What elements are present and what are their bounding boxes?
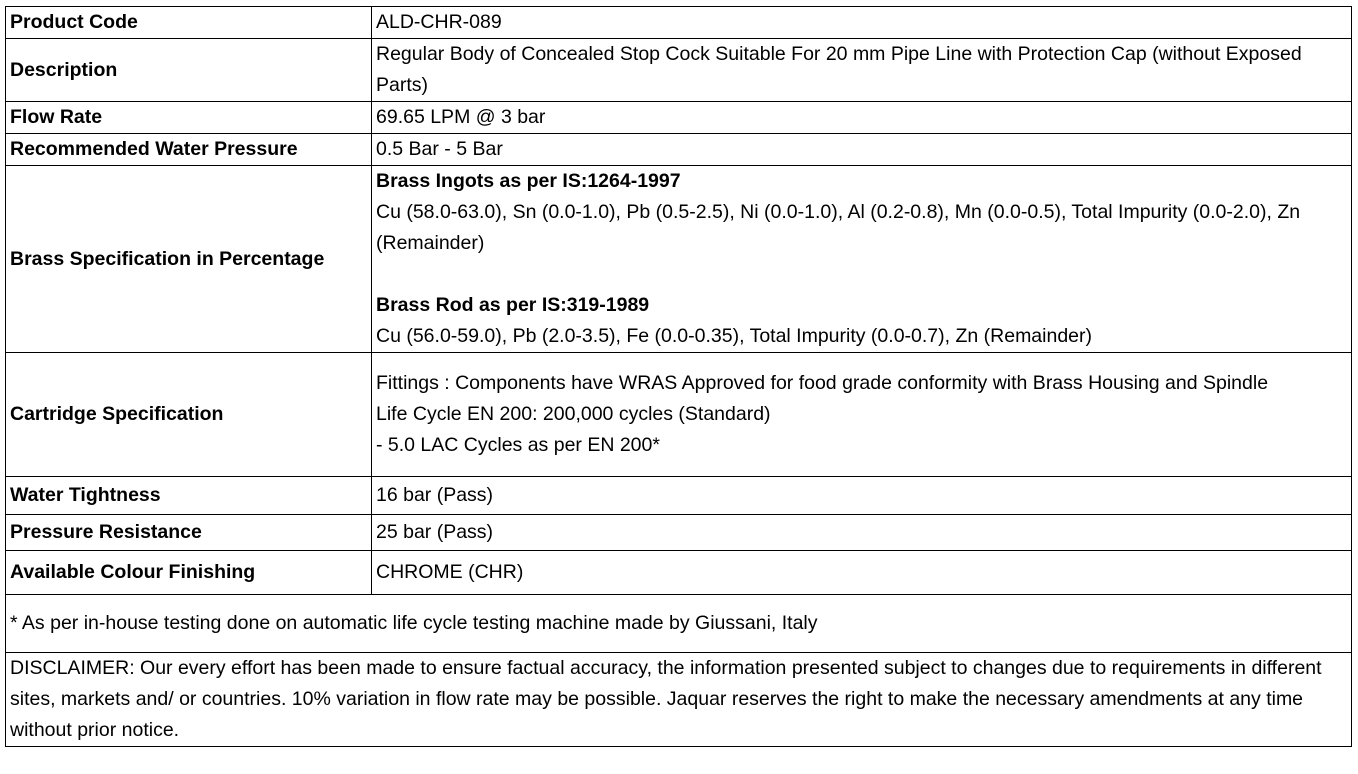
row-water-pressure bbox=[6, 134, 1352, 166]
label-cartridge-spec: Cartridge Specification bbox=[6, 353, 372, 477]
cartridge-life-cycle: Life Cycle EN 200: 200,000 cycles (Standard) bbox=[376, 403, 771, 425]
value-pressure-resistance: 25 bar (Pass) bbox=[372, 515, 1352, 551]
brass-rod-composition: Cu (56.0-59.0), Pb (2.0-3.5), Fe (0.0-0.35), Total Impurity (0.0-0.7), Zn (Remainder) bbox=[376, 325, 1093, 347]
brass-rod-heading: Brass Rod as per IS:319-1989 bbox=[376, 294, 650, 316]
row-description bbox=[6, 39, 1352, 102]
value-brass-spec bbox=[372, 166, 1352, 353]
label-brass-spec: Brass Specification in Percentage bbox=[6, 166, 372, 353]
spacer bbox=[376, 259, 1347, 290]
row-disclaimer bbox=[6, 653, 1352, 747]
value-water-tightness: 16 bar (Pass) bbox=[372, 477, 1352, 515]
row-water-tightness bbox=[6, 477, 1352, 515]
cartridge-fittings: Fittings : Components have WRAS Approved for food grade conformity with Brass Housing and Spindle bbox=[376, 372, 1269, 394]
footnote: * As per in-house testing done on automatic life cycle testing machine made by Giussani, Italy bbox=[6, 595, 1352, 653]
brass-ingots-composition: Cu (58.0-63.0), Sn (0.0-1.0), Pb (0.5-2.5), Ni (0.0-1.0), Al (0.2-0.8), Mn (0.0-0.5), Total Impurity (0.0-2.0), Zn (Remainder) bbox=[376, 201, 1301, 254]
row-brass-spec bbox=[6, 166, 1352, 353]
label-water-tightness: Water Tightness bbox=[6, 477, 372, 515]
value-colour-finishing: CHROME (CHR) bbox=[372, 551, 1352, 595]
row-cartridge-spec bbox=[6, 353, 1352, 477]
value-cartridge-spec bbox=[372, 353, 1352, 477]
label-water-pressure: Recommended Water Pressure bbox=[6, 134, 372, 166]
value-product-code: ALD-CHR-089 bbox=[372, 7, 1352, 39]
product-spec-sheet bbox=[5, 6, 1352, 747]
value-water-pressure: 0.5 Bar - 5 Bar bbox=[372, 134, 1352, 166]
label-colour-finishing: Available Colour Finishing bbox=[6, 551, 372, 595]
row-pressure-resistance bbox=[6, 515, 1352, 551]
disclaimer: DISCLAIMER: Our every effort has been made to ensure factual accuracy, the information presented subject to changes due to requirements in different sites, markets and/ or countries. 10% variation in flow rate may be possible. Jaquar reserves the right to make the necessary amendments at any time without prior notice. bbox=[6, 653, 1352, 747]
value-description: Regular Body of Concealed Stop Cock Suitable For 20 mm Pipe Line with Protection Cap (without Exposed Parts) bbox=[372, 39, 1352, 102]
spec-table bbox=[5, 6, 1352, 747]
value-flow-rate: 69.65 LPM @ 3 bar bbox=[372, 102, 1352, 134]
cartridge-lac-cycles: - 5.0 LAC Cycles as per EN 200* bbox=[376, 434, 660, 456]
label-product-code: Product Code bbox=[6, 7, 372, 39]
label-description: Description bbox=[6, 39, 372, 102]
row-flow-rate bbox=[6, 102, 1352, 134]
brass-ingots-heading: Brass Ingots as per IS:1264-1997 bbox=[376, 170, 681, 192]
row-colour-finishing bbox=[6, 551, 1352, 595]
label-flow-rate: Flow Rate bbox=[6, 102, 372, 134]
row-product-code bbox=[6, 7, 1352, 39]
row-footnote bbox=[6, 595, 1352, 653]
label-pressure-resistance: Pressure Resistance bbox=[6, 515, 372, 551]
